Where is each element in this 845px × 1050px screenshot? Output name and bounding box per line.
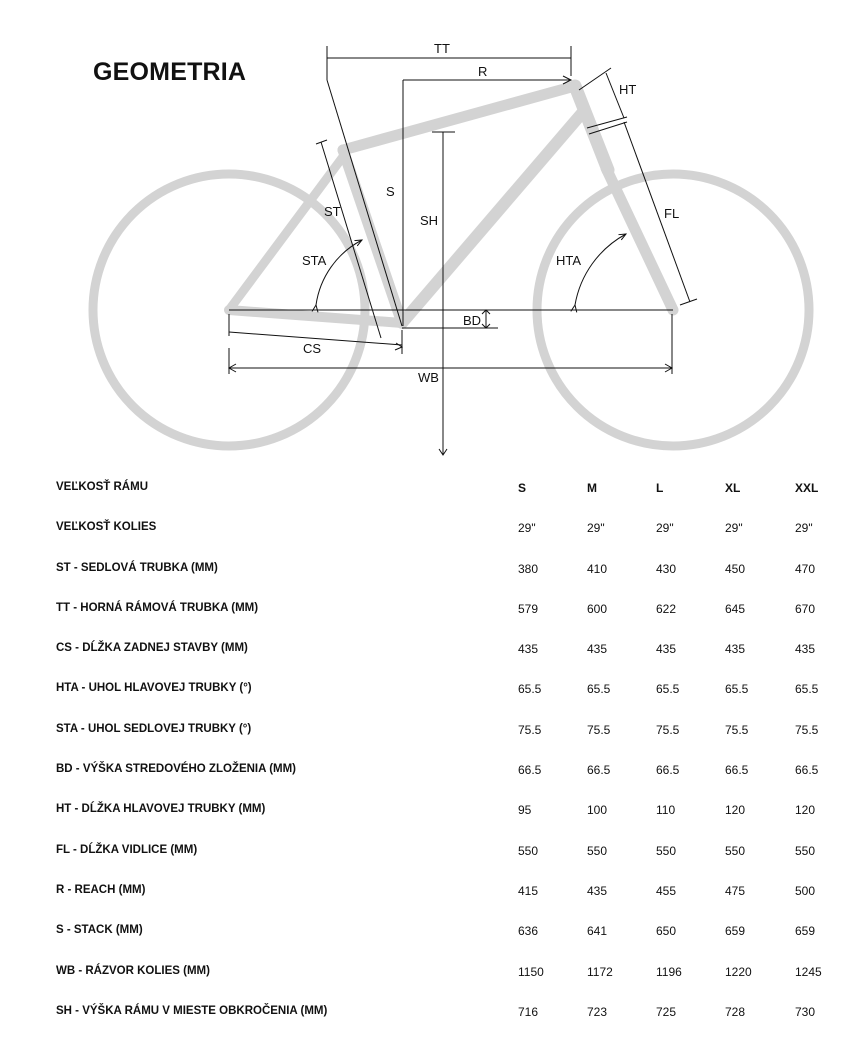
row-value: 455 xyxy=(656,883,677,898)
row-value: 716 xyxy=(518,1004,539,1019)
row-value: 723 xyxy=(587,1004,608,1019)
row-value: 550 xyxy=(795,843,816,858)
row-label: HTA - UHOL HLAVOVEJ TRUBKY (°) xyxy=(56,682,252,695)
row-value: 435 xyxy=(725,642,746,657)
row-label: HT - DĹŽKA HLAVOVEJ TRUBKY (MM) xyxy=(56,803,266,816)
row-value: 65.5 xyxy=(795,682,819,697)
row-value: 100 xyxy=(587,803,608,818)
row-value: 66.5 xyxy=(795,763,819,778)
row-value: 550 xyxy=(725,843,746,858)
head-tube xyxy=(575,86,608,170)
row-value: 29" xyxy=(587,521,605,536)
geometry-table xyxy=(0,468,845,1032)
row-value: 29" xyxy=(656,521,674,536)
row-value: 66.5 xyxy=(587,763,611,778)
label-tt: TT xyxy=(434,41,450,56)
header-size-xxl: XXL xyxy=(795,481,819,495)
label-wb: WB xyxy=(418,370,439,385)
row-value: 410 xyxy=(587,561,608,576)
row-value: 670 xyxy=(795,601,816,616)
label-ht: HT xyxy=(619,82,637,97)
row-value: 659 xyxy=(795,924,816,939)
row-value: 66.5 xyxy=(656,763,680,778)
label-st: ST xyxy=(324,204,341,219)
table-row xyxy=(0,549,845,589)
row-label: FL - DĹŽKA VIDLICE (MM) xyxy=(56,843,198,856)
table-row xyxy=(0,589,845,629)
row-value: 500 xyxy=(795,883,816,898)
row-label: SH - VÝŠKA RÁMU V MIESTE OBKROČENIA (MM) xyxy=(56,1004,328,1017)
row-value: 75.5 xyxy=(656,722,680,737)
row-value: 579 xyxy=(518,601,539,616)
row-value: 470 xyxy=(795,561,816,576)
row-value: 641 xyxy=(587,924,608,939)
row-value: 1245 xyxy=(795,964,822,979)
page-title: GEOMETRIA xyxy=(93,58,247,86)
row-value: 636 xyxy=(518,924,539,939)
table-row xyxy=(0,831,845,871)
top-tube xyxy=(343,86,575,150)
row-value: 65.5 xyxy=(656,682,680,697)
geometry-diagram xyxy=(0,0,845,465)
header-size-xl: XL xyxy=(725,481,741,495)
row-value: 29" xyxy=(795,521,813,536)
row-value: 725 xyxy=(656,1004,677,1019)
label-r: R xyxy=(478,64,488,79)
header-size-m: M xyxy=(587,481,597,495)
fork xyxy=(606,168,673,310)
row-value: 550 xyxy=(656,843,677,858)
table-row xyxy=(0,952,845,992)
row-value: 550 xyxy=(518,843,539,858)
row-value: 380 xyxy=(518,561,539,576)
table-row xyxy=(0,629,845,669)
row-label: TT - HORNÁ RÁMOVÁ TRUBKA (MM) xyxy=(56,601,259,614)
table-row xyxy=(0,508,845,548)
bike-frame xyxy=(93,86,809,446)
row-label: VEĽKOSŤ KOLIES xyxy=(56,521,157,534)
row-value: 622 xyxy=(656,601,677,616)
row-label: R - REACH (MM) xyxy=(56,883,146,896)
row-label: ST - SEDLOVÁ TRUBKA (MM) xyxy=(56,561,218,574)
row-label: BD - VÝŠKA STREDOVÉHO ZLOŽENIA (MM) xyxy=(56,763,297,776)
row-label: CS - DĹŽKA ZADNEJ STAVBY (MM) xyxy=(56,642,248,655)
table-header-row xyxy=(0,468,845,508)
table-row xyxy=(0,871,845,911)
row-value: 435 xyxy=(587,883,608,898)
row-value: 75.5 xyxy=(725,722,749,737)
table-row xyxy=(0,710,845,750)
row-value: 65.5 xyxy=(518,682,542,697)
row-value: 645 xyxy=(725,601,746,616)
row-value: 75.5 xyxy=(795,722,819,737)
row-value: 65.5 xyxy=(725,682,749,697)
row-value: 66.5 xyxy=(725,763,749,778)
row-value: 730 xyxy=(795,1004,816,1019)
row-value: 110 xyxy=(656,803,676,818)
row-value: 29" xyxy=(725,521,743,536)
row-value: 1220 xyxy=(725,964,752,979)
row-value: 1150 xyxy=(518,964,544,979)
label-sta: STA xyxy=(302,253,327,268)
row-value: 475 xyxy=(725,883,746,898)
row-value: 430 xyxy=(656,561,677,576)
table-row xyxy=(0,911,845,951)
row-value: 550 xyxy=(587,843,608,858)
label-cs: CS xyxy=(303,341,322,356)
label-hta: HTA xyxy=(556,253,582,268)
row-value: 415 xyxy=(518,883,539,898)
header-label: VEĽKOSŤ RÁMU xyxy=(56,481,148,493)
row-value: 650 xyxy=(656,924,677,939)
row-label: STA - UHOL SEDLOVEJ TRUBKY (°) xyxy=(56,722,252,735)
row-value: 435 xyxy=(795,642,816,657)
table-row xyxy=(0,750,845,790)
row-value: 66.5 xyxy=(518,763,542,778)
label-s: S xyxy=(386,184,395,199)
row-value: 659 xyxy=(725,924,746,939)
label-bd: BD xyxy=(463,313,482,328)
row-value: 120 xyxy=(725,803,746,818)
label-sh: SH xyxy=(420,213,439,228)
row-value: 75.5 xyxy=(518,722,542,737)
header-size-s: S xyxy=(518,481,527,495)
row-label: WB - RÁZVOR KOLIES (MM) xyxy=(56,964,210,977)
row-value: 1196 xyxy=(656,964,682,979)
row-value: 600 xyxy=(587,601,608,616)
row-value: 435 xyxy=(656,642,677,657)
row-value: 435 xyxy=(518,642,539,657)
table-row xyxy=(0,790,845,830)
row-value: 95 xyxy=(518,803,532,818)
row-value: 29" xyxy=(518,521,536,536)
row-value: 75.5 xyxy=(587,722,611,737)
row-value: 435 xyxy=(587,642,608,657)
row-value: 728 xyxy=(725,1004,746,1019)
label-fl: FL xyxy=(664,206,680,221)
table-row xyxy=(0,669,845,709)
table-row xyxy=(0,992,845,1032)
row-value: 120 xyxy=(795,803,816,818)
header-size-l: L xyxy=(656,481,664,495)
row-value: 450 xyxy=(725,561,746,576)
row-label: S - STACK (MM) xyxy=(56,924,143,937)
row-value: 1172 xyxy=(587,964,613,979)
row-value: 65.5 xyxy=(587,682,611,697)
